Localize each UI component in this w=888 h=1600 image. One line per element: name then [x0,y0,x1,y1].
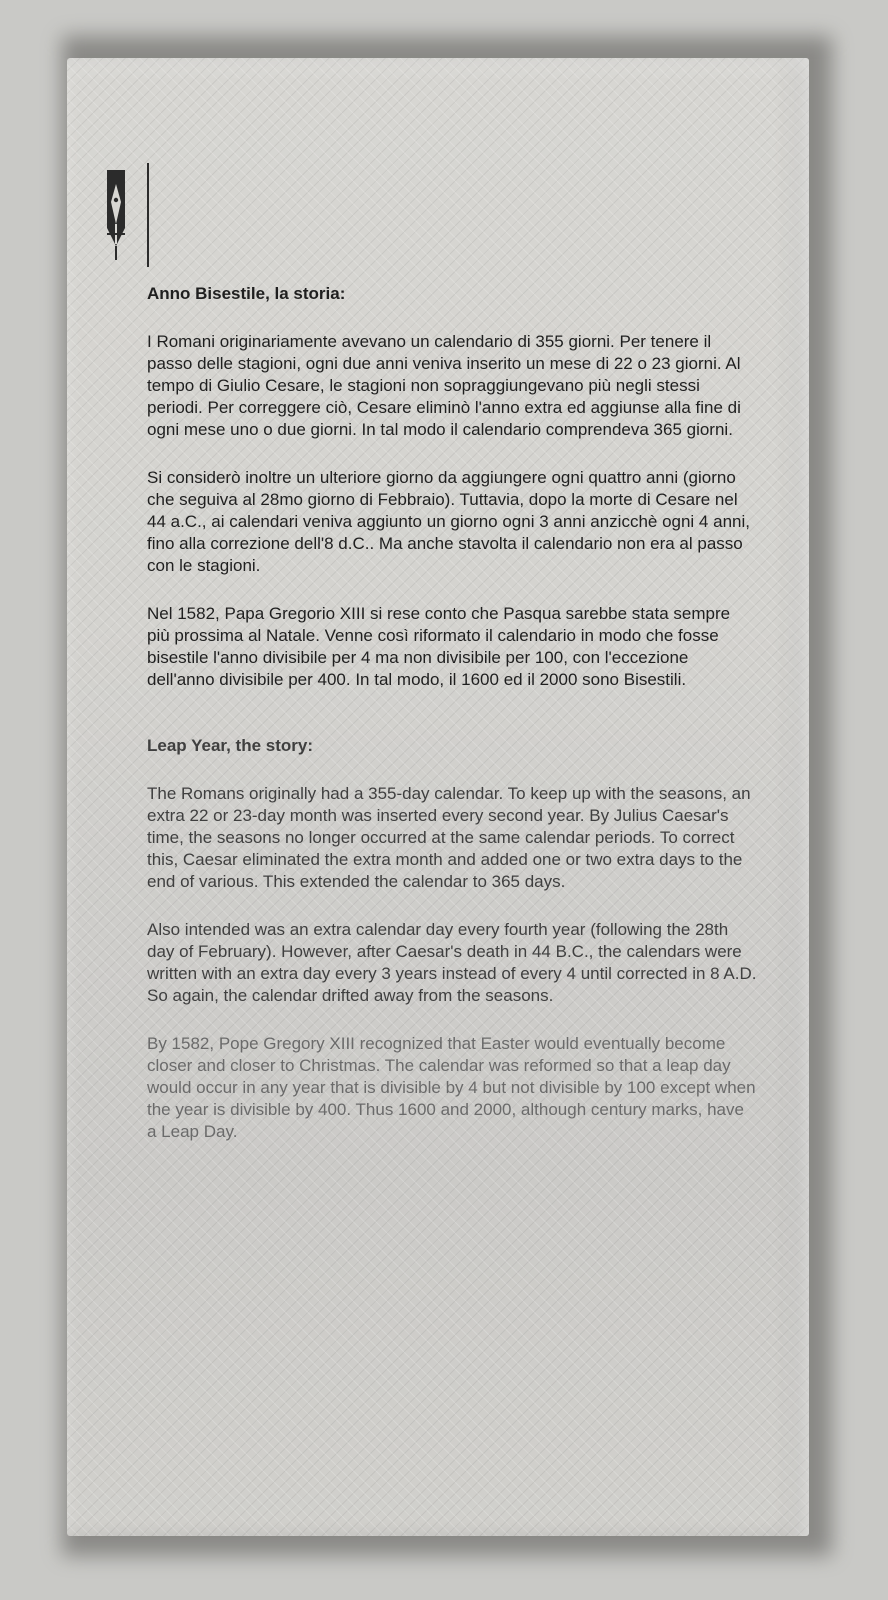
english-section [147,735,757,1143]
leap-year-text-panel [147,283,757,1169]
logo-divider-line [147,163,149,267]
italian-paragraph-3: Nel 1582, Papa Gregorio XIII si rese conto che Pasqua sarebbe stata sempre più prossima al Natale. Venne così riformato il calendario in modo che fosse bisestile l'anno divisibile per 4 ma non divisibile per 100, con l'eccezione dell'anno divisibile per 400. In tal modo, il 1600 ed il 2000 sono Bisestili. [147,604,731,689]
italian-section [147,283,757,691]
packaging-box [67,58,809,1536]
italian-paragraph-2: Si considerò inoltre un ulteriore giorno da aggiungere ogni quattro anni (giorno che seguiva al 28mo giorno di Febbraio). Tuttavia, dopo la morte di Cesare nel 44 a.C., ai calendari veniva aggiunto un giorno ogni 3 anni anzicchè ogni 4 anni, fino alla correzione dell'8 d.C.. Ma anche stavolta il calendario non era al passo con le stagioni. [147,468,750,575]
italian-paragraph-1: I Romani originariamente avevano un calendario di 355 giorni. Per tenere il passo delle stagioni, ogni due anni veniva inserito un mese di 22 o 23 giorni. Al tempo di Giulio Cesare, le stagioni non sopraggiungevano più negli stessi periodi. Per correggere ciò, Cesare eliminò l'anno extra ed aggiunse alla fine di ogni mese uno o due giorni. In tal modo il calendario comprendeva 365 giorni. [147,332,741,439]
english-paragraph-3: By 1582, Pope Gregory XIII recognized that Easter would eventually become closer and closer to Christmas. The calendar was reformed so that a leap day would occur in any year that is divisible by 4 but not divisible by 100 except when the year is divisible by 400. Thus 1600 and 2000, although century marks, have a Leap Day. [147,1034,756,1141]
english-paragraph-1: The Romans originally had a 355-day calendar. To keep up with the seasons, an extra 22 or 23-day month was inserted every second year. By Julius Caesar's time, the seasons no longer occurred at the same calendar periods. To correct this, Caesar eliminated the extra month and added one or two extra days to the end of various. This extended the calendar to 365 days. [147,784,751,891]
english-paragraph-2: Also intended was an extra calendar day every fourth year (following the 28th day of February). However, after Caesar's death in 44 B.C., the calendars were written with an extra day every 3 years instead of every 4 until corrected in 8 A.D. So again, the calendar drifted away from the seasons. [147,920,757,1005]
section-spacer [147,717,757,735]
english-heading: Leap Year, the story: [147,736,313,755]
italian-heading: Anno Bisestile, la storia: [147,284,346,303]
pen-nib-emblem-icon [105,166,127,262]
